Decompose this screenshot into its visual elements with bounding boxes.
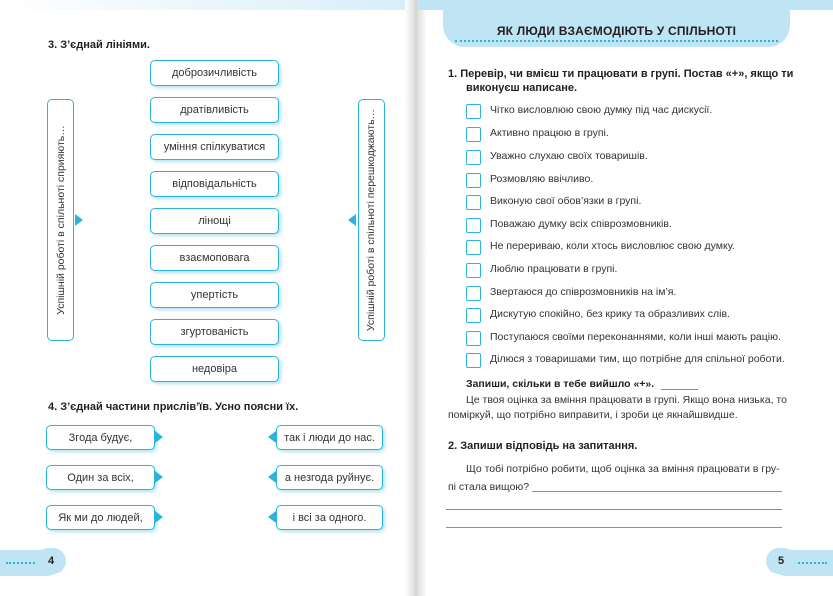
checkbox[interactable] [466, 353, 481, 368]
checkbox[interactable] [466, 240, 481, 255]
checkbox[interactable] [466, 173, 481, 188]
question-line1: Що тобі потрібно робити, щоб оцінка за вміння працювати в гру- [466, 463, 780, 475]
checklist-item: Люблю працювати в групі. [490, 263, 618, 275]
task4-title: 4. З’єднай частини прислів’їв. Усно поясни їх. [48, 401, 299, 413]
chapter-header [443, 0, 790, 47]
note-line1: Це твоя оцінка за вміння працювати в групі. Якщо вона низька, то [466, 394, 787, 406]
question-line2: пі стала вищою? [448, 481, 530, 493]
word-label: недовіра [191, 363, 237, 375]
answer-line[interactable] [532, 491, 782, 492]
task3-title: 3. З’єднай лініями. [48, 39, 150, 51]
word-label: дратівливість [180, 104, 249, 116]
checkbox[interactable] [466, 104, 481, 119]
answer-line[interactable] [446, 509, 782, 510]
page-number-left: 4 [36, 548, 66, 574]
proverb-end-arrow [268, 431, 276, 443]
proverb-end-arrow [268, 511, 276, 523]
word-box[interactable] [150, 245, 279, 271]
plus-count-prompt: Запиши, скільки в тебе вийшло «+». [466, 378, 655, 390]
left-category-box [47, 99, 74, 341]
word-box[interactable] [150, 208, 279, 234]
checklist-item: Поважаю думку всіх співрозмовників. [490, 218, 672, 230]
checkbox[interactable] [466, 195, 481, 210]
checklist-item: Розмовляю ввічливо. [490, 173, 594, 185]
proverb-start-label: Один за всіх, [67, 471, 134, 484]
left-category-arrow [75, 214, 83, 226]
right-category-arrow [348, 214, 356, 226]
proverb-end-label: так і люди до нас. [284, 431, 375, 444]
left-page [0, 0, 416, 596]
proverb-start-arrow [155, 511, 163, 523]
proverb-end-label: а незгода руйнує. [284, 471, 375, 484]
task1-title-line2: виконуєш написане. [466, 82, 578, 94]
checkbox[interactable] [466, 218, 481, 233]
checkbox[interactable] [466, 127, 481, 142]
word-label: доброзичливість [172, 67, 257, 79]
proverb-start-box[interactable] [46, 465, 155, 490]
checklist-item: Чітко висловлюю свою думку під час дискусії. [490, 104, 713, 116]
checklist-item: Звертаюся до співрозмовників на ім’я. [490, 286, 677, 298]
word-label: лінощі [198, 215, 231, 227]
task1-title-line1: 1. Перевір, чи вмієш ти працювати в групі. Постав «+», якщо ти [448, 68, 794, 80]
checklist-item: Ділюся з товаришами тим, що потрібне для спільної роботи. [490, 353, 785, 365]
chapter-title: ЯК ЛЮДИ ВЗАЄМОДІЮТЬ У СПІЛЬНОТІ [496, 24, 737, 38]
proverb-end-label: і всі за одного. [292, 511, 367, 524]
checkbox[interactable] [466, 150, 481, 165]
checklist-item: Поступаюся своїми переконаннями, коли інші мають рацію. [490, 331, 781, 343]
checklist-item: Не перериваю, коли хтось висловлює свою думку. [490, 240, 735, 252]
proverb-end-box[interactable] [276, 465, 383, 490]
word-box[interactable] [150, 282, 279, 308]
word-label: відповідальність [172, 178, 257, 190]
word-box[interactable] [150, 134, 279, 160]
word-box[interactable] [150, 319, 279, 345]
right-category-box [358, 99, 385, 341]
word-box[interactable] [150, 171, 279, 197]
word-label: згуртованість [180, 326, 249, 338]
proverb-start-label: Як ми до людей, [58, 511, 143, 524]
proverb-start-arrow [155, 471, 163, 483]
word-box[interactable] [150, 97, 279, 123]
checklist-item: Дискутую спокійно, без крику та образливих слів. [490, 308, 730, 320]
checkbox[interactable] [466, 286, 481, 301]
book-gutter [405, 0, 427, 596]
checklist-item: Уважно слухаю своїх товаришів. [490, 150, 648, 162]
word-box[interactable] [150, 60, 279, 86]
task2-title: 2. Запиши відповідь на запитання. [448, 440, 638, 452]
page-number-right: 5 [766, 548, 796, 574]
proverb-start-box[interactable] [46, 505, 155, 530]
word-label: взаємоповага [179, 252, 250, 264]
proverb-start-box[interactable] [46, 425, 155, 450]
right-category-label: Успішній роботі в спільноті перешкоджають… [365, 108, 378, 332]
proverb-end-arrow [268, 471, 276, 483]
checkbox[interactable] [466, 308, 481, 323]
checkbox[interactable] [466, 263, 481, 278]
proverb-end-box[interactable] [276, 505, 383, 530]
proverb-end-box[interactable] [276, 425, 383, 450]
word-box[interactable] [150, 356, 279, 382]
checklist-item: Активно працюю в групі. [490, 127, 609, 139]
top-band-left [0, 0, 416, 10]
checkbox[interactable] [466, 331, 481, 346]
word-label: упертість [190, 289, 239, 301]
answer-line[interactable] [446, 527, 782, 528]
checklist-item: Виконую свої обов’язки в групі. [490, 195, 642, 207]
proverb-start-arrow [155, 431, 163, 443]
word-label: уміння спілкуватися [163, 141, 266, 153]
plus-count-answer-line[interactable] [661, 389, 698, 390]
note-line2: поміркуй, що потрібно виправити, і зроби це якнайшвидше. [448, 409, 738, 421]
left-category-label: Успішній роботі в спільноті сприяють… [54, 125, 67, 315]
proverb-start-label: Згода будує, [68, 431, 133, 444]
